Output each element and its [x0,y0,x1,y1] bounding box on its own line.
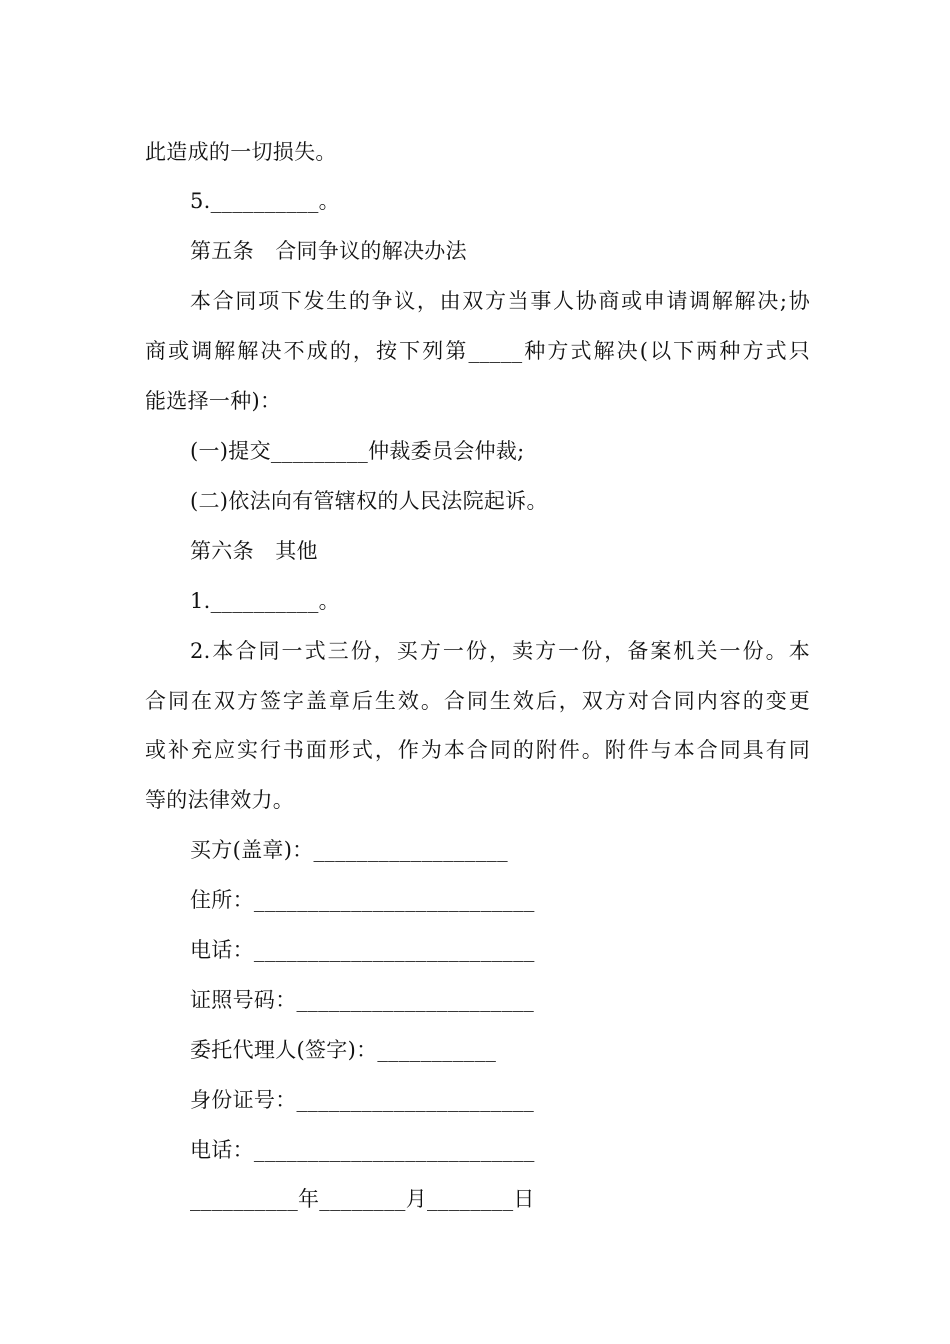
phone-field: 电话：__________________________ [190,938,535,962]
text-line: 本合同项下发生的争议，由双方当事人协商或申请调解解决;协 [190,289,810,313]
date-field: __________年________月________日 [190,1187,535,1211]
buyer-seal-field: 买方(盖章)：__________________ [190,838,508,862]
id-number-field: 身份证号：______________________ [190,1088,535,1112]
agent-phone-field: 电话：__________________________ [190,1138,535,1162]
text-line: 此造成的一切损失。 [145,140,337,164]
option-two: (二)依法向有管辖权的人民法院起诉。 [190,489,548,513]
text-line: 等的法律效力。 [145,788,295,812]
text-line: 2.本合同一式三份，买方一份，卖方一份，备案机关一份。本 [190,639,810,663]
text-line: 能选择一种)： [145,389,282,413]
license-number-field: 证照号码：______________________ [190,988,535,1012]
article-6-heading: 第六条 其他 [190,539,318,563]
article-5-heading: 第五条 合同争议的解决办法 [190,239,467,263]
text-line: 商或调解解决不成的，按下列第_____种方式解决(以下两种方式只 [145,339,810,363]
agent-signature-field: 委托代理人(签字)：___________ [190,1038,497,1062]
text-line: 或补充应实行书面形式，作为本合同的附件。附件与本合同具有同 [145,738,810,762]
option-one: (一)提交_________仲裁委员会仲裁; [190,439,525,463]
clause-5-blank: 5.__________。 [190,189,340,213]
address-field: 住所：__________________________ [190,888,535,912]
clause-1-blank: 1.__________。 [190,589,340,613]
text-line: 合同在双方签字盖章后生效。合同生效后，双方对合同内容的变更 [145,689,810,713]
